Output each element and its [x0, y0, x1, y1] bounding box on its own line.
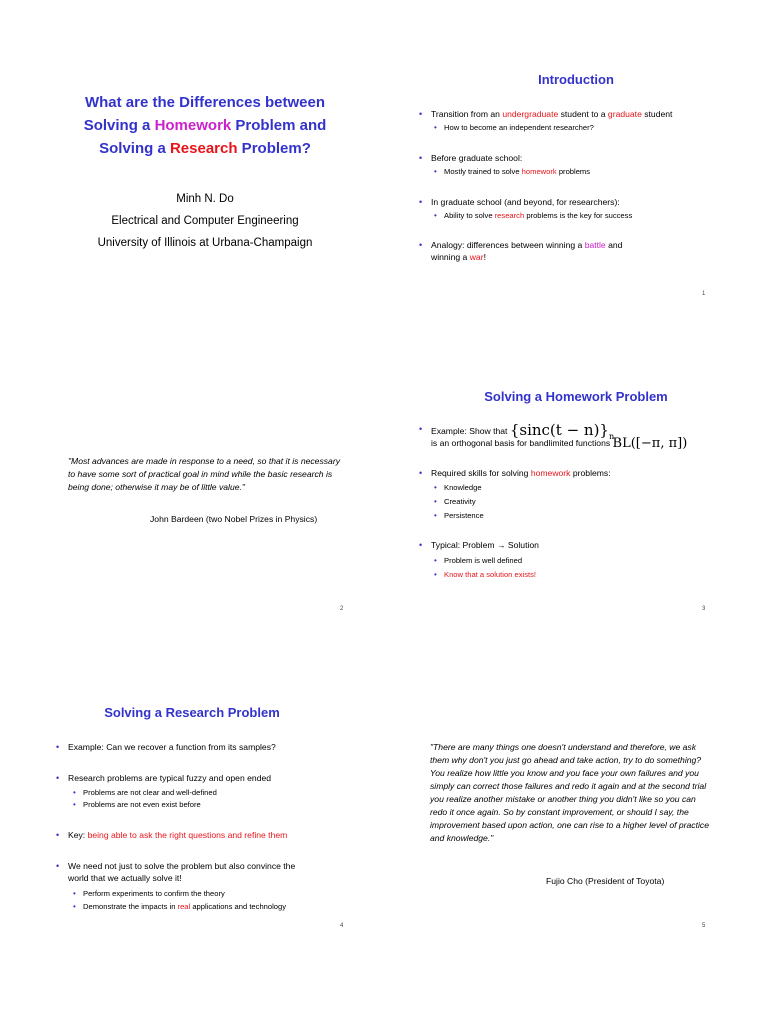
- bullet-icon: •: [419, 468, 423, 478]
- bullet-item: • Typical: Problem → Solution: [419, 540, 539, 550]
- bullet-icon: •: [419, 424, 423, 434]
- bullet-icon: •: [419, 109, 423, 119]
- author-department: Electrical and Computer Engineering: [111, 215, 299, 227]
- sub-bullet-icon: •: [73, 902, 76, 911]
- bullet-icon: •: [56, 861, 60, 871]
- sub-bullet-icon: •: [434, 570, 437, 579]
- bullet-item: • Key: being able to ask the right questions and refine them: [56, 830, 288, 840]
- formula-subscript: n: [608, 432, 615, 441]
- sub-bullet-icon: •: [434, 497, 437, 506]
- sub-bullet-icon: •: [434, 167, 437, 176]
- quote-attribution: John Bardeen (two Nobel Prizes in Physics): [150, 514, 318, 524]
- bullet-icon: •: [419, 153, 423, 163]
- slide-title: [0, 60, 384, 370]
- slide-quote-cho: [384, 690, 768, 1000]
- bullet-item: • Research problems are typical fuzzy and open ended: [56, 773, 272, 783]
- bullet-item: • In graduate school (and beyond, for researchers):: [419, 197, 620, 207]
- page-number: 5: [702, 923, 706, 929]
- slide-homework-problem: [384, 375, 768, 685]
- bullet-icon: •: [419, 240, 423, 250]
- bullet-item: • Example: Show that {sinc(t − n)}n: [419, 421, 615, 441]
- sub-bullet-icon: •: [73, 788, 76, 797]
- quote-text: "There are many things one doesn't understand and therefore, we ask them why don't you just go ahead and take action, try to do something? You realize how little you know and you face your own failures and you simply can correct those failures and redo it again and at the second trial you realize another mistake or another thing you didn't like so you can redo it once again. So by constant improvement, or should I say, the improvement based upon action, one can rise to a higher level of practice and knowledge.": [430, 742, 709, 843]
- sub-bullet-item: • Ability to solve research problems is the key for success: [434, 211, 633, 220]
- sub-bullet-item: • Know that a solution exists!: [434, 570, 537, 579]
- bullet-continuation: is an orthogonal basis for bandlimited functions BL([−π, π]): [431, 436, 688, 451]
- slide-heading: Solving a Research Problem: [104, 705, 280, 720]
- sub-bullet-item: • Problem is well defined: [434, 556, 523, 565]
- bullet-item: • Required skills for solving homework problems:: [419, 468, 611, 478]
- bullet-item: • Before graduate school:: [419, 153, 523, 163]
- author-info: [40, 188, 370, 254]
- title-line-2: Solving a Homework Problem and: [83, 117, 327, 134]
- page-number: 4: [340, 923, 344, 929]
- bullet-icon: •: [56, 742, 60, 752]
- sub-bullet-icon: •: [434, 123, 437, 132]
- slide-research-problem: [0, 690, 384, 1000]
- title-line-3: Solving a Research Problem?: [99, 140, 311, 157]
- slide-heading: Solving a Homework Problem: [484, 389, 668, 404]
- bullet-icon: •: [419, 540, 423, 550]
- slide-title-heading: [40, 91, 370, 160]
- sub-bullet-item: • Persistence: [434, 511, 484, 520]
- author-university: University of Illinois at Urbana-Champaign: [97, 237, 313, 249]
- homework-highlight: Homework: [154, 117, 232, 134]
- bandlimited-formula: BL([−π, π]): [612, 436, 688, 451]
- sub-bullet-item: • Creativity: [434, 497, 476, 506]
- quote-attribution: Fujio Cho (President of Toyota): [546, 876, 665, 886]
- sub-bullet-icon: •: [434, 556, 437, 565]
- sub-bullet-item: • Perform experiments to confirm the theory: [73, 889, 225, 898]
- bullet-item: • Example: Can we recover a function from its samples?: [56, 742, 276, 752]
- bullet-item: • Transition from an undergraduate student to a graduate student: [419, 109, 673, 119]
- sub-bullet-icon: •: [434, 483, 437, 492]
- bullet-icon: •: [419, 197, 423, 207]
- sub-bullet-item: • Problems are not clear and well-defined: [73, 788, 217, 797]
- slide-introduction: [384, 60, 768, 370]
- sub-bullet-item: • Problems are not even exist before: [73, 800, 201, 809]
- sub-bullet-item: • Demonstrate the impacts in real applications and technology: [73, 902, 287, 911]
- title-line-1: What are the Differences between: [84, 94, 326, 111]
- quote-text: "Most advances are made in response to a need, so that it is necessary to have some sort of practical goal in mind while the basic research is being done; otherwise it may be of little value.": [68, 456, 340, 492]
- sub-bullet-item: • Mostly trained to solve homework problems: [434, 167, 591, 176]
- page-number: 3: [702, 606, 706, 612]
- author-name: Minh N. Do: [176, 193, 234, 205]
- slide-heading: Introduction: [538, 72, 614, 87]
- sub-bullet-item: • Knowledge: [434, 483, 482, 492]
- sub-bullet-icon: •: [434, 511, 437, 520]
- page-number: 1: [702, 291, 706, 297]
- research-highlight: Research: [169, 140, 238, 157]
- bullet-icon: •: [56, 830, 60, 840]
- sub-bullet-item: • How to become an independent researcher?: [434, 123, 594, 132]
- page-number: 2: [340, 606, 344, 612]
- sub-bullet-icon: •: [434, 211, 437, 220]
- sub-bullet-icon: •: [73, 800, 76, 809]
- sub-bullet-icon: •: [73, 889, 76, 898]
- slide-quote-bardeen: [0, 375, 384, 685]
- sinc-formula: {sinc(t − n)}: [509, 421, 609, 439]
- bullet-icon: •: [56, 773, 60, 783]
- bullet-item: • We need not just to solve the problem but also convince the world that we actually solve it!: [56, 861, 296, 883]
- bullet-item: • Analogy: differences between winning a battle and winning a war!: [419, 240, 623, 262]
